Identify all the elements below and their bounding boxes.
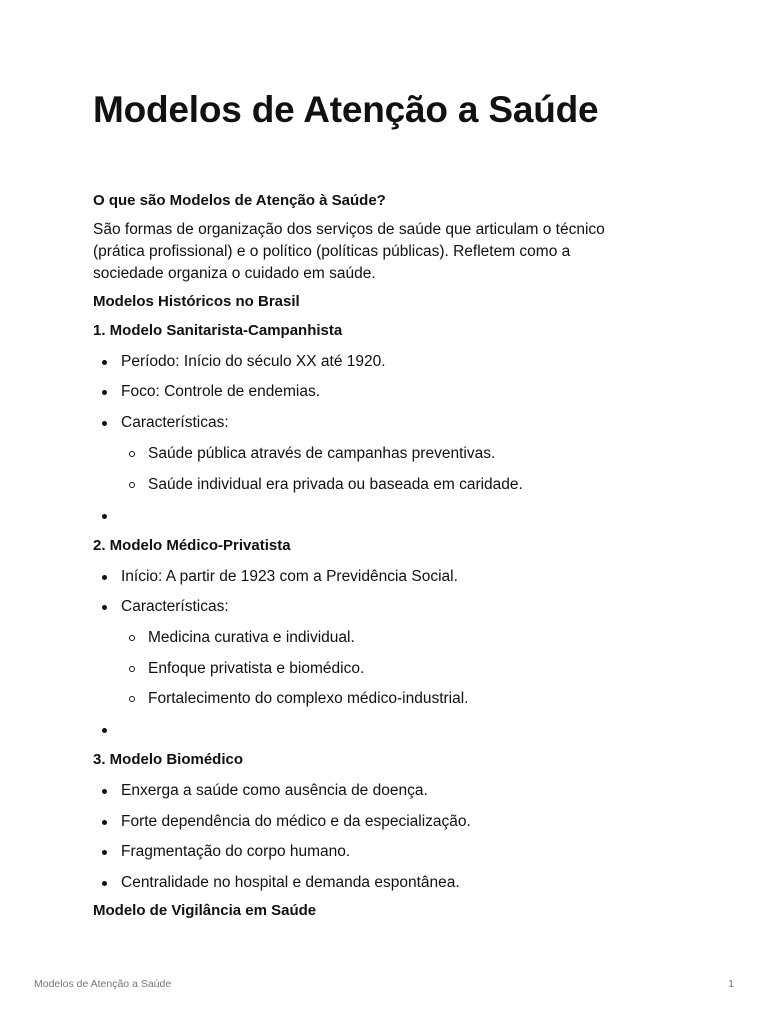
circle-bullet-icon (129, 696, 135, 702)
list-item-text: Características: (121, 414, 229, 431)
model2-sublist (121, 628, 693, 709)
sub-list-item (121, 444, 693, 464)
model1-list (93, 352, 693, 526)
list-item-text: Enxerga a saúde como ausência de doença. (121, 782, 428, 799)
list-item (93, 597, 693, 709)
sub-list-item-text: Saúde pública através de campanhas preventivas. (148, 445, 496, 462)
footer-document-title: Modelos de Atenção a Saúde (34, 978, 172, 990)
list-item (93, 413, 693, 495)
vigilance-heading: Modelo de Vigilância em Saúde (93, 902, 317, 919)
list-item (93, 781, 693, 801)
document-body (93, 86, 693, 921)
sub-list-item (121, 689, 693, 709)
intro-line: sociedade organiza o cuidado em saúde. (93, 265, 376, 282)
model1-sublist (121, 444, 693, 495)
list-item (93, 382, 693, 402)
model1-heading: 1. Modelo Sanitarista-Campanhista (93, 322, 343, 339)
empty-list-item (93, 720, 693, 740)
sub-list-item-text: Enfoque privatista e biomédico. (148, 660, 365, 677)
list-item-text: Forte dependência do médico e da especialização. (121, 813, 471, 830)
sub-list-item-text: Fortalecimento do complexo médico-industrial. (148, 690, 469, 707)
list-item-text: Foco: Controle de endemias. (121, 383, 321, 400)
model2-list (93, 567, 693, 740)
list-item-text: Fragmentação do corpo humano. (121, 843, 351, 860)
model3-heading: 3. Modelo Biomédico (93, 751, 244, 768)
empty-list-item (93, 506, 693, 526)
bullet-icon (102, 514, 107, 519)
bullet-icon (102, 390, 107, 395)
sub-list-item (121, 475, 693, 495)
sub-list-item (121, 628, 693, 648)
bullet-icon (102, 789, 107, 794)
bullet-icon (102, 575, 107, 580)
bullet-icon (102, 421, 107, 426)
list-item (93, 567, 693, 587)
question-heading: O que são Modelos de Atenção à Saúde? (93, 192, 386, 209)
bullet-icon (102, 881, 107, 886)
page-title: Modelos de Atenção a Saúde (93, 89, 599, 130)
list-item (93, 873, 693, 893)
circle-bullet-icon (129, 635, 135, 641)
bullet-icon (102, 360, 107, 365)
intro-line: São formas de organização dos serviços de saúde que articulam o técnico (93, 221, 605, 238)
sub-list-item (121, 659, 693, 679)
intro-line: (prática profissional) e o político (políticas públicas). Refletem como a (93, 243, 571, 260)
model2-heading: 2. Modelo Médico-Privatista (93, 537, 291, 554)
circle-bullet-icon (129, 666, 135, 672)
footer-page-number: 1 (728, 978, 734, 990)
list-item (93, 842, 693, 862)
intro-paragraph (93, 219, 693, 285)
sub-list-item-text: Saúde individual era privada ou baseada em caridade. (148, 476, 523, 493)
bullet-icon (102, 605, 107, 610)
model3-list (93, 781, 693, 893)
bullet-icon (102, 728, 107, 733)
circle-bullet-icon (129, 482, 135, 488)
list-item (93, 352, 693, 372)
bullet-icon (102, 850, 107, 855)
list-item-text: Início: A partir de 1923 com a Previdência Social. (121, 568, 458, 585)
historical-models-heading: Modelos Históricos no Brasil (93, 293, 300, 310)
list-item-text: Centralidade no hospital e demanda espontânea. (121, 874, 460, 891)
list-item-text: Características: (121, 598, 229, 615)
list-item-text: Período: Início do século XX até 1920. (121, 353, 386, 370)
list-item (93, 812, 693, 832)
sub-list-item-text: Medicina curativa e individual. (148, 629, 355, 646)
bullet-icon (102, 820, 107, 825)
circle-bullet-icon (129, 451, 135, 457)
